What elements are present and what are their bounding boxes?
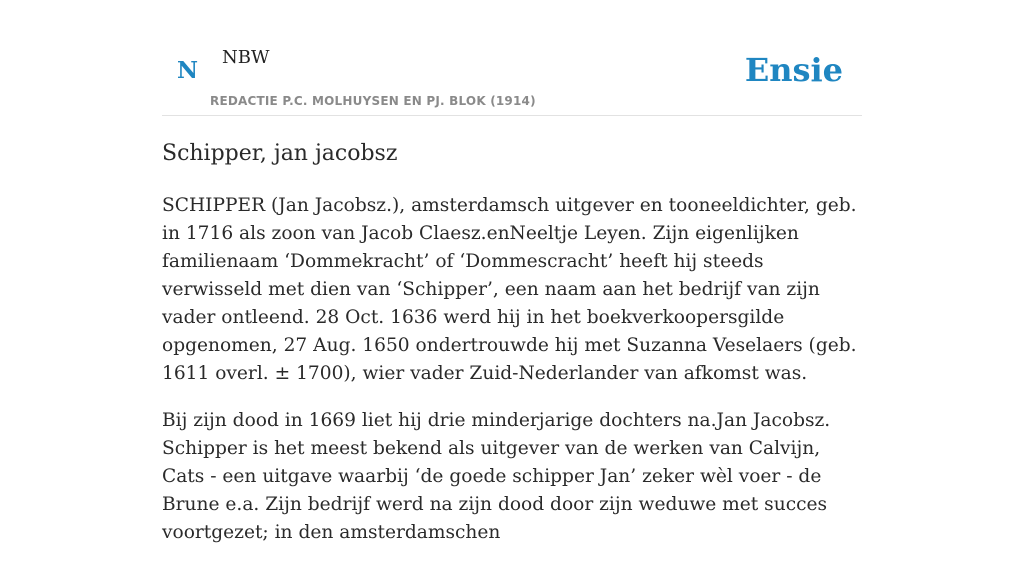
source-logo[interactable]: N [177,57,199,84]
page-title: Schipper, jan jacobsz [162,141,398,166]
source-header [162,0,862,116]
brand-logo[interactable]: Ensie [744,51,843,89]
source-name-link[interactable]: NBW [222,47,270,68]
article-paragraph: Bij zijn dood in 1669 liet hij drie minderjarige dochters na.Jan Jacobsz. Schipper is het meest bekend als uitgever van de werken van Calvijn, Cats - een uitgave waarbij ‘de goede schipper Jan’ zeker wèl voer - de Brune e.a. Zijn bedrijf werd na zijn dood door zijn weduwe met succes voortgezet; in den amsterdamschen [162,410,831,543]
article-paragraph: SCHIPPER (Jan Jacobsz.), amsterdamsch uitgever en tooneeldichter, geb. in 1716 als zoon van Jacob Claesz.enNeeltje Leyen. Zijn eigenlijken familienaam ‘Dommekracht’ of ‘Dommescracht’ heeft hij steeds verwisseld met dien van ‘Schipper’, een naam aan het bedrijf van zijn vader ontleend. 28 Oct. 1636 werd hij in het boekverkoopersgilde opgenomen, 27 Aug. 1650 ondertrouwde hij met Suzanna Veselaers (geb. 1611 overl. ± 1700), wier vader Zuid-Nederlander van afkomst was. [162,195,857,384]
source-subtitle: REDACTIE P.C. MOLHUYSEN EN PJ. BLOK (1914) [210,94,536,108]
article-body [162,192,862,566]
